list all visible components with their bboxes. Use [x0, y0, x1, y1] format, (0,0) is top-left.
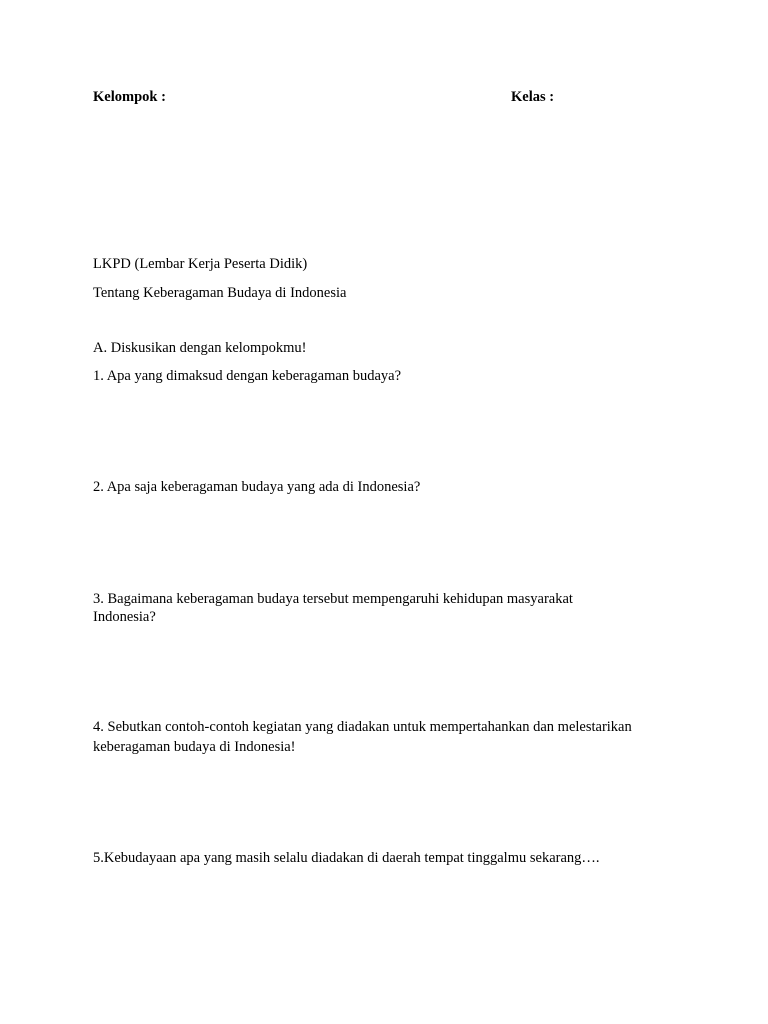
question-2: 2. Apa saja keberagaman budaya yang ada di Indonesia? — [93, 479, 421, 495]
question-3-line-2: Indonesia? — [93, 609, 156, 625]
question-1: 1. Apa yang dimaksud dengan keberagaman budaya? — [93, 368, 402, 384]
group-label: Kelompok : — [93, 89, 166, 105]
worksheet-subtitle: Tentang Keberagaman Budaya di Indonesia — [93, 285, 347, 301]
question-3-line-1: 3. Bagaimana keberagaman budaya tersebut mempengaruhi kehidupan masyarakat — [93, 591, 573, 607]
question-4-line-2: keberagaman budaya di Indonesia! — [93, 739, 296, 755]
worksheet-title: LKPD (Lembar Kerja Peserta Didik) — [93, 256, 308, 272]
section-instruction: A. Diskusikan dengan kelompokmu! — [93, 340, 307, 356]
class-label: Kelas : — [511, 89, 555, 105]
question-5: 5.Kebudayaan apa yang masih selalu diadakan di daerah tempat tinggalmu sekarang…. — [93, 850, 600, 866]
question-4-line-1: 4. Sebutkan contoh-contoh kegiatan yang diadakan untuk mempertahankan dan melestarikan — [93, 719, 632, 735]
